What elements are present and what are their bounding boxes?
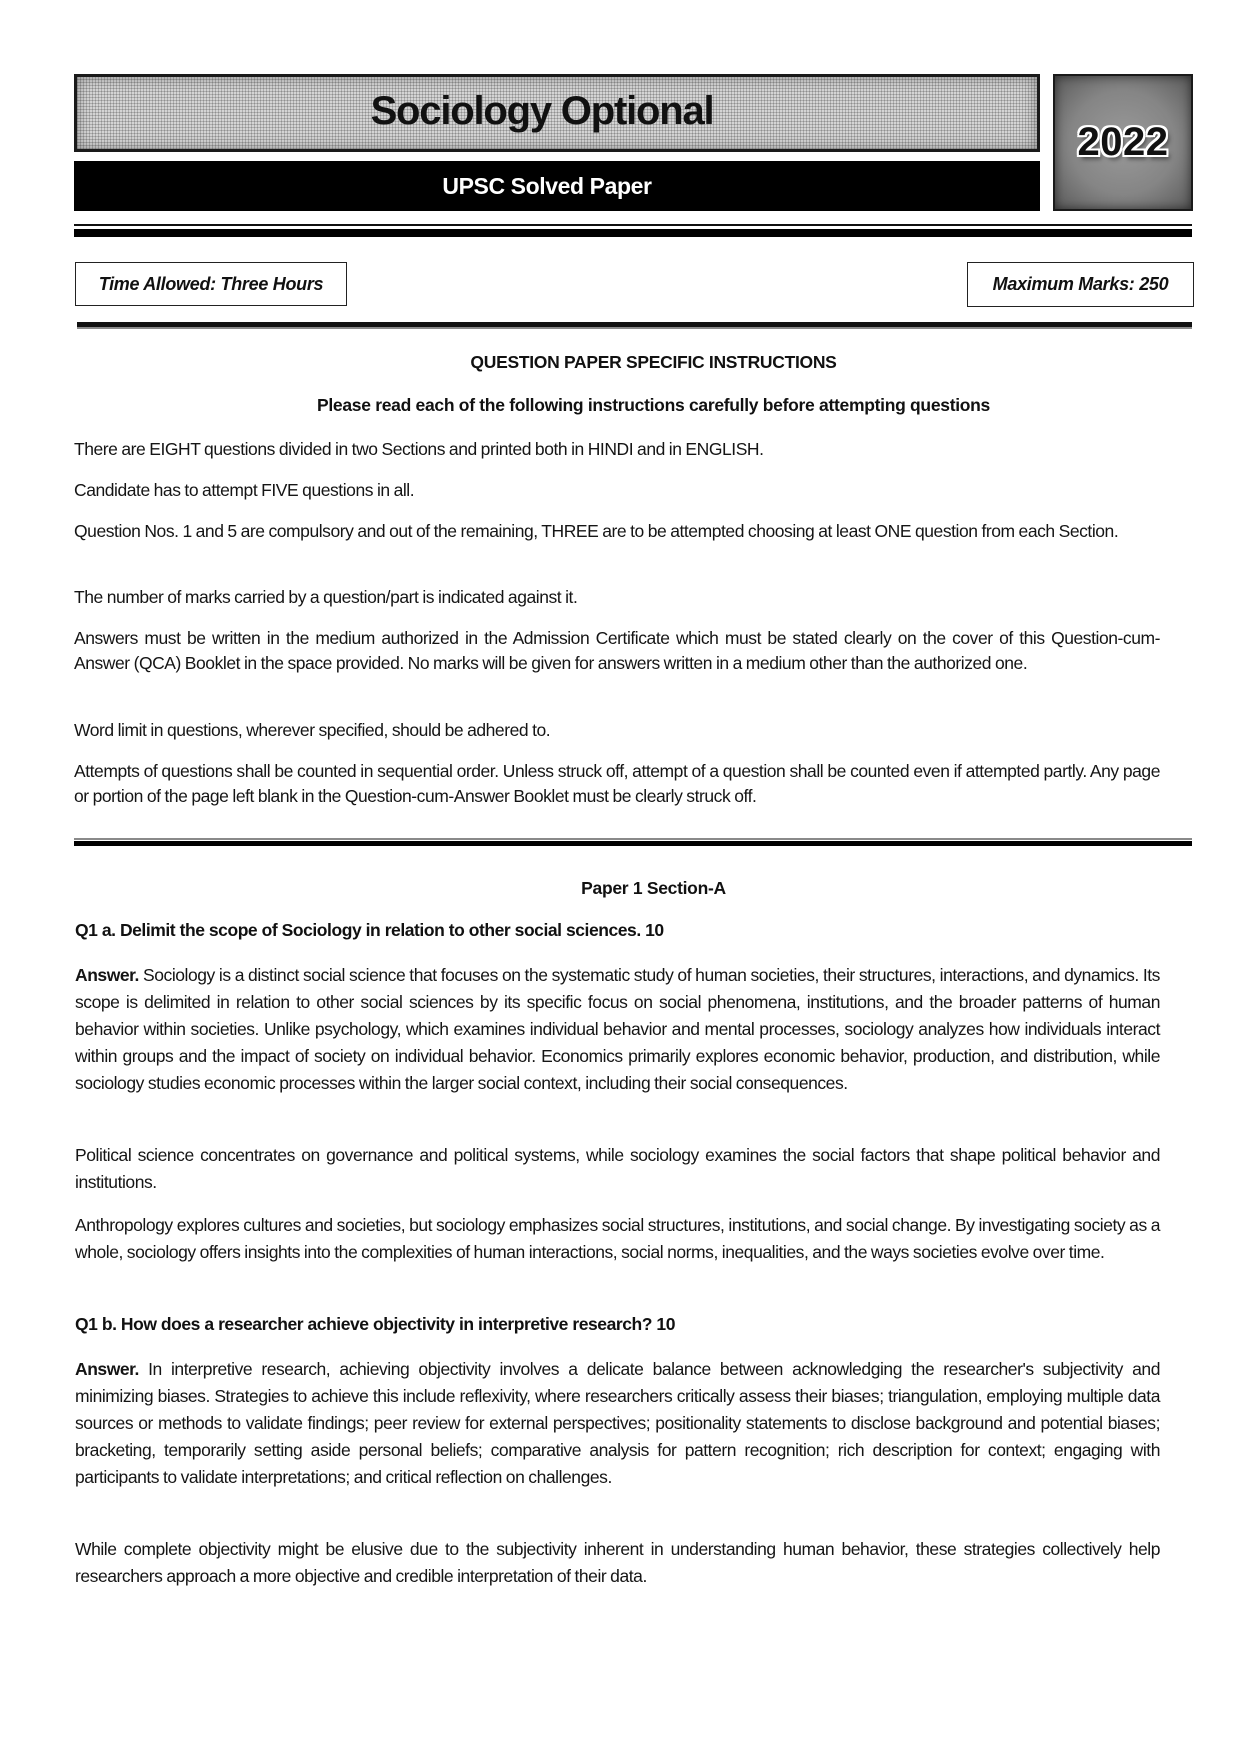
maximum-marks-box [967,262,1194,307]
answer-paragraph [75,962,1160,1097]
title-banner [74,74,1040,152]
answer-paragraph: Political science concentrates on governance and political systems, while sociology examines the social factors that shape political behavior and institutions. [75,1145,1160,1192]
answer-text: In interpretive research, achieving objectivity involves a delicate balance between acknowledging the researcher's subjectivity and minimizing biases. Strategies to achieve this include reflexivity, where researchers critically assess their biases; triangulation, employing multiple data sources or methods to validate findings; peer review for external perspectives; positionality statements to disclose background and potential biases; bracketing, temporarily setting aside personal beliefs; comparative analysis for pattern recognition; rich description for context; engaging with participants to validate interpretations; and critical reflection on challenges. [75,1359,1160,1487]
subtitle-banner [74,161,1040,211]
answer-text: Sociology is a distinct social science that focuses on the systematic study of human societies, their structures, interactions, and dynamics. Its scope is delimited in relation to other social sciences by its specific focus on social phenomena, institutions, and the broader patterns of human behavior within societies. Unlike psychology, which examines individual behavior and mental processes, sociology analyzes how individuals interact within groups and the impact of society on individual behavior. Economics primarily explores economic behavior, production, and distribution, while sociology studies economic processes within the larger social context, including their social consequences. [75,965,1160,1093]
instruction-item: Question Nos. 1 and 5 are compulsory and out of the remaining, THREE are to be attempted choosing at least ONE question from each Section. [74,521,1119,541]
time-allowed-box [75,262,347,306]
answer-label: Answer. [75,1359,139,1379]
document-subtitle: UPSC Solved Paper [442,172,652,199]
instruction-item: Attempts of questions shall be counted in sequential order. Unless struck off, attempt of a question shall be counted even if attempted partly. Any page or portion of the page left blank in the Question-cum-Answer Booklet must be clearly struck off. [74,761,1160,806]
instruction-item: Answers must be written in the medium authorized in the Admission Certificate which must be stated clearly on the cover of this Question-cum-Answer (QCA) Booklet in the space provided. No marks will be given for answers written in a medium other than the authorized one. [74,628,1160,673]
instructions-heading: QUESTION PAPER SPECIFIC INSTRUCTIONS [470,352,837,372]
answer-label: Answer. [75,965,139,985]
question-heading: Q1 a. Delimit the scope of Sociology in relation to other social sciences. 10 [75,920,664,940]
meta-divider [77,322,1192,329]
header-divider-thick [74,229,1192,237]
document-title: Sociology Optional [370,88,714,133]
answer-paragraph: While complete objectivity might be elusive due to the subjectivity inherent in understanding human behavior, these strategies collectively help researchers approach a more objective and credible interpretation of their data. [75,1539,1160,1586]
section-divider-thin [74,838,1192,840]
time-allowed-label: Time Allowed: Three Hours [98,273,324,294]
instruction-item: The number of marks carried by a question/part is indicated against it. [74,587,578,607]
instruction-item: Candidate has to attempt FIVE questions in all. [74,480,415,500]
instruction-item: Word limit in questions, wherever specified, should be adhered to. [74,720,551,740]
instructions-subheading: Please read each of the following instructions carefully before attempting questions [317,395,990,415]
section-heading: Paper 1 Section-A [581,878,726,898]
year-badge [1053,74,1193,211]
header-divider-thin [74,224,1192,226]
maximum-marks-label: Maximum Marks: 250 [992,274,1169,294]
instruction-item: There are EIGHT questions divided in two Sections and printed both in HINDI and in ENGLISH. [74,439,764,459]
answer-paragraph [75,1356,1160,1491]
answer-paragraph: Anthropology explores cultures and societies, but sociology emphasizes social structures, institutions, and social change. By investigating society as a whole, sociology offers insights into the complexities of human interactions, social norms, inequalities, and the ways societies evolve over time. [75,1215,1160,1262]
section-divider-thick [74,841,1192,846]
year-label: 2022 [1077,120,1169,164]
question-heading: Q1 b. How does a researcher achieve objectivity in interpretive research? 10 [75,1314,675,1334]
